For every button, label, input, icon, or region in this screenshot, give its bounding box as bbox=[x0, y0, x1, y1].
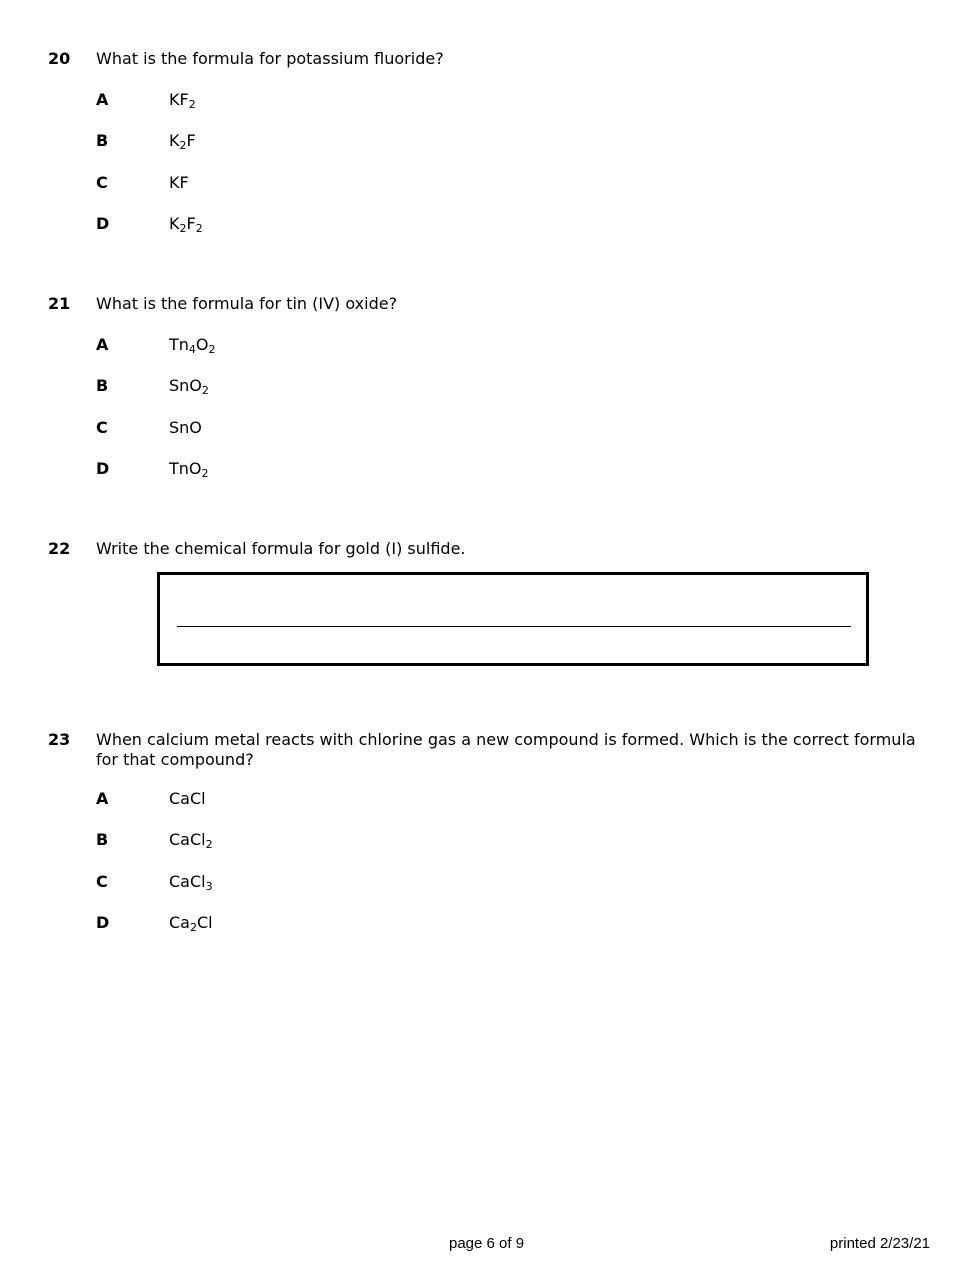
option-21-a[interactable] bbox=[96, 335, 496, 357]
question-text: What is the formula for tin (IV) oxide? bbox=[96, 294, 398, 313]
formula-text: CaCl bbox=[169, 789, 206, 808]
formula-text: F bbox=[186, 214, 196, 233]
option-letter: C bbox=[96, 418, 108, 437]
formula-subscript: 2 bbox=[201, 384, 209, 397]
option-20-a[interactable] bbox=[96, 90, 496, 112]
printed-date: printed 2/23/21 bbox=[829, 1235, 930, 1252]
option-letter: D bbox=[96, 459, 110, 478]
question-text: Write the chemical formula for gold (I) sulfide. bbox=[96, 539, 466, 558]
formula-text: SnO bbox=[169, 376, 202, 395]
formula-text: CaCl bbox=[169, 830, 206, 849]
option-formula bbox=[169, 459, 209, 478]
formula-text: SnO bbox=[169, 418, 202, 437]
formula-text: F bbox=[186, 131, 196, 150]
option-21-b[interactable] bbox=[96, 376, 496, 398]
formula-text: KF bbox=[169, 90, 189, 109]
option-20-b[interactable] bbox=[96, 131, 496, 153]
option-letter: D bbox=[96, 214, 110, 233]
option-formula bbox=[169, 872, 213, 891]
option-letter: B bbox=[96, 376, 109, 395]
formula-text: Cl bbox=[196, 913, 213, 932]
formula-subscript: 2 bbox=[179, 139, 187, 152]
question-number: 21 bbox=[48, 294, 71, 313]
formula-text: K bbox=[169, 214, 180, 233]
formula-text: KF bbox=[169, 173, 189, 192]
option-formula bbox=[169, 131, 196, 150]
option-formula bbox=[169, 90, 196, 109]
formula-subscript: 2 bbox=[179, 222, 187, 235]
option-formula bbox=[169, 335, 216, 354]
option-23-c[interactable] bbox=[96, 872, 496, 894]
option-letter: B bbox=[96, 830, 109, 849]
option-23-b[interactable] bbox=[96, 830, 496, 852]
formula-subscript: 3 bbox=[205, 880, 213, 893]
formula-text: TnO bbox=[169, 459, 202, 478]
page-number: page 6 of 9 bbox=[449, 1235, 525, 1252]
option-letter: C bbox=[96, 872, 108, 891]
formula-text: Ca bbox=[169, 913, 190, 932]
option-23-a[interactable] bbox=[96, 789, 496, 811]
formula-text: O bbox=[195, 335, 209, 354]
question-number: 20 bbox=[48, 49, 71, 68]
formula-text: K bbox=[169, 131, 180, 150]
question-number: 22 bbox=[48, 539, 71, 558]
answer-line bbox=[177, 626, 851, 627]
option-formula bbox=[169, 214, 203, 233]
option-letter: D bbox=[96, 913, 110, 932]
formula-subscript: 2 bbox=[189, 921, 197, 934]
option-letter: A bbox=[96, 335, 109, 354]
option-formula bbox=[169, 913, 213, 932]
option-20-d[interactable] bbox=[96, 214, 496, 236]
formula-subscript: 4 bbox=[188, 343, 196, 356]
formula-text: CaCl bbox=[169, 872, 206, 891]
option-formula bbox=[169, 376, 209, 395]
formula-subscript: 2 bbox=[208, 343, 216, 356]
answer-box[interactable] bbox=[157, 572, 869, 666]
option-letter: A bbox=[96, 90, 109, 109]
formula-text: Tn bbox=[169, 335, 189, 354]
option-21-c[interactable] bbox=[96, 418, 496, 440]
option-formula bbox=[169, 173, 189, 192]
option-letter: C bbox=[96, 173, 108, 192]
formula-subscript: 2 bbox=[195, 222, 203, 235]
formula-subscript: 2 bbox=[205, 838, 213, 851]
option-formula bbox=[169, 789, 206, 808]
option-formula bbox=[169, 830, 213, 849]
option-21-d[interactable] bbox=[96, 459, 496, 481]
option-letter: A bbox=[96, 789, 109, 808]
question-text: What is the formula for potassium fluoride? bbox=[96, 49, 444, 68]
question-text: When calcium metal reacts with chlorine gas a new compound is formed. Which is the correct formula for that compound? bbox=[96, 730, 916, 769]
formula-subscript: 2 bbox=[201, 467, 209, 480]
option-23-d[interactable] bbox=[96, 913, 496, 935]
formula-subscript: 2 bbox=[188, 98, 196, 111]
option-formula bbox=[169, 418, 202, 437]
option-20-c[interactable] bbox=[96, 173, 496, 195]
option-letter: B bbox=[96, 131, 109, 150]
question-number: 23 bbox=[48, 730, 71, 749]
